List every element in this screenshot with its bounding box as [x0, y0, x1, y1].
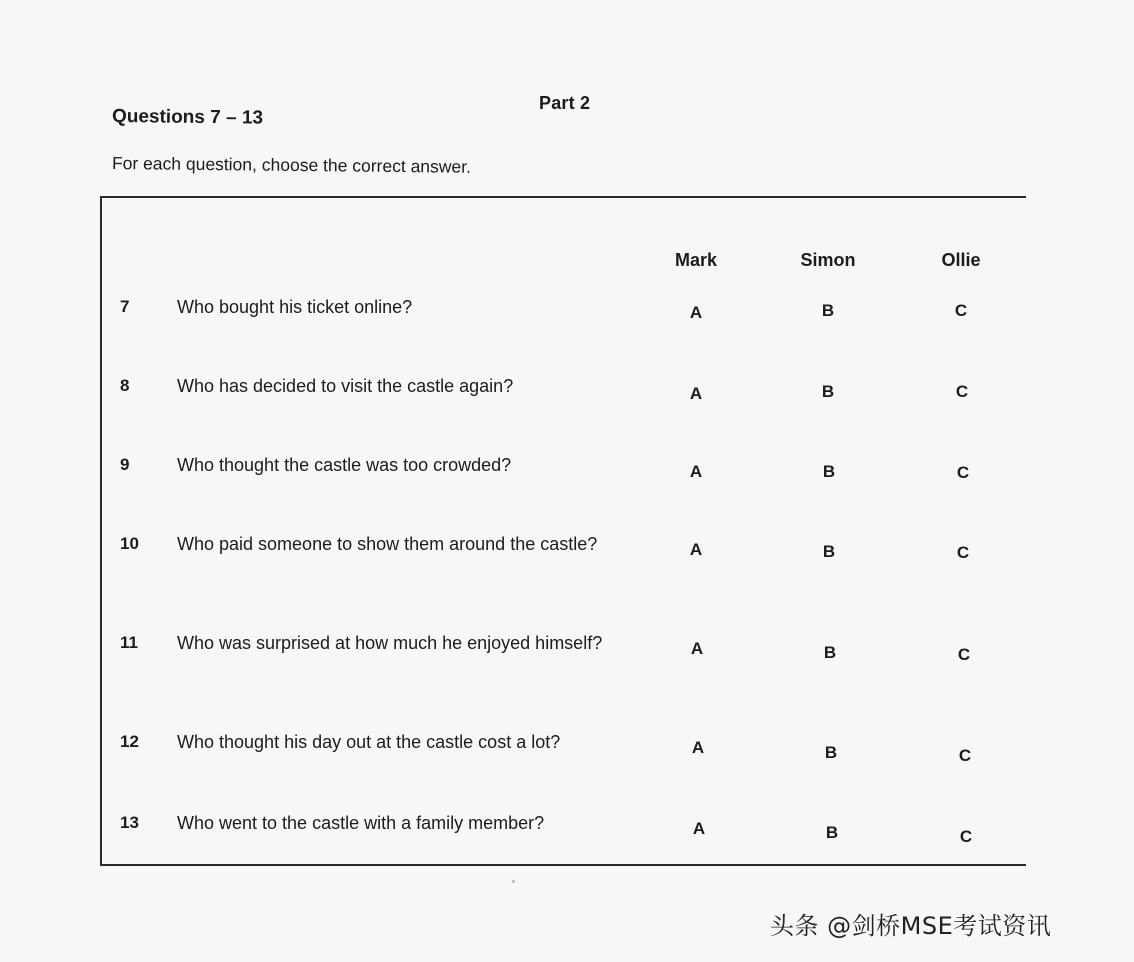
option-c-ollie[interactable]: C: [956, 463, 970, 482]
question-text: Who has decided to visit the castle again?: [177, 376, 514, 396]
option-b-simon[interactable]: B: [822, 542, 836, 561]
option-c-ollie[interactable]: C: [959, 827, 973, 846]
question-number: 7: [120, 297, 130, 316]
option-a-mark[interactable]: A: [689, 462, 703, 481]
option-a-mark[interactable]: A: [690, 639, 704, 658]
questions-range: Questions 7 – 13: [111, 106, 264, 129]
question-number: 10: [120, 534, 139, 553]
option-b-simon[interactable]: B: [825, 823, 839, 842]
question-row-9: [0, 455, 1134, 495]
option-b-simon[interactable]: B: [822, 462, 836, 481]
question-row-12: [0, 732, 1134, 772]
question-number: 12: [120, 732, 139, 751]
option-c-ollie[interactable]: C: [957, 645, 971, 664]
question-number: 8: [120, 376, 130, 395]
column-header-mark: Mark: [674, 250, 718, 270]
question-text: Who was surprised at how much he enjoyed himself?: [177, 633, 603, 653]
column-header-ollie: Ollie: [941, 250, 981, 270]
watermark-text: 头条 @剑桥MSE考试资讯: [770, 912, 1052, 940]
option-b-simon[interactable]: B: [821, 382, 835, 401]
question-text: Who bought his ticket online?: [177, 297, 413, 317]
question-number: 9: [120, 455, 130, 474]
option-a-mark[interactable]: A: [689, 384, 703, 403]
question-row-11: [0, 633, 1134, 673]
question-number: 11: [120, 633, 138, 652]
option-c-ollie[interactable]: C: [956, 543, 970, 562]
option-c-ollie[interactable]: C: [954, 301, 968, 320]
option-a-mark[interactable]: A: [689, 303, 703, 322]
question-text: Who thought the castle was too crowded?: [177, 455, 512, 475]
question-row-10: [0, 534, 1134, 574]
question-row-8: [0, 376, 1134, 416]
question-number: 13: [120, 813, 139, 832]
option-b-simon[interactable]: B: [821, 301, 835, 320]
option-b-simon[interactable]: B: [823, 643, 837, 662]
question-text: Who paid someone to show them around the castle?: [177, 534, 598, 554]
option-c-ollie[interactable]: C: [955, 382, 969, 401]
instruction-text: For each question, choose the correct answer.: [111, 153, 472, 177]
part-title: Part 2: [539, 93, 591, 113]
option-a-mark[interactable]: A: [692, 819, 706, 838]
question-text: Who went to the castle with a family member?: [177, 813, 545, 833]
option-a-mark[interactable]: A: [689, 540, 703, 559]
question-text: Who thought his day out at the castle cost a lot?: [177, 732, 561, 752]
question-row-13: [0, 813, 1134, 853]
option-a-mark[interactable]: A: [691, 738, 705, 757]
column-header-simon: Simon: [800, 250, 856, 270]
question-row-7: [0, 297, 1134, 337]
option-c-ollie[interactable]: C: [958, 746, 972, 765]
option-b-simon[interactable]: B: [824, 743, 838, 762]
paper-speck: [512, 880, 515, 883]
